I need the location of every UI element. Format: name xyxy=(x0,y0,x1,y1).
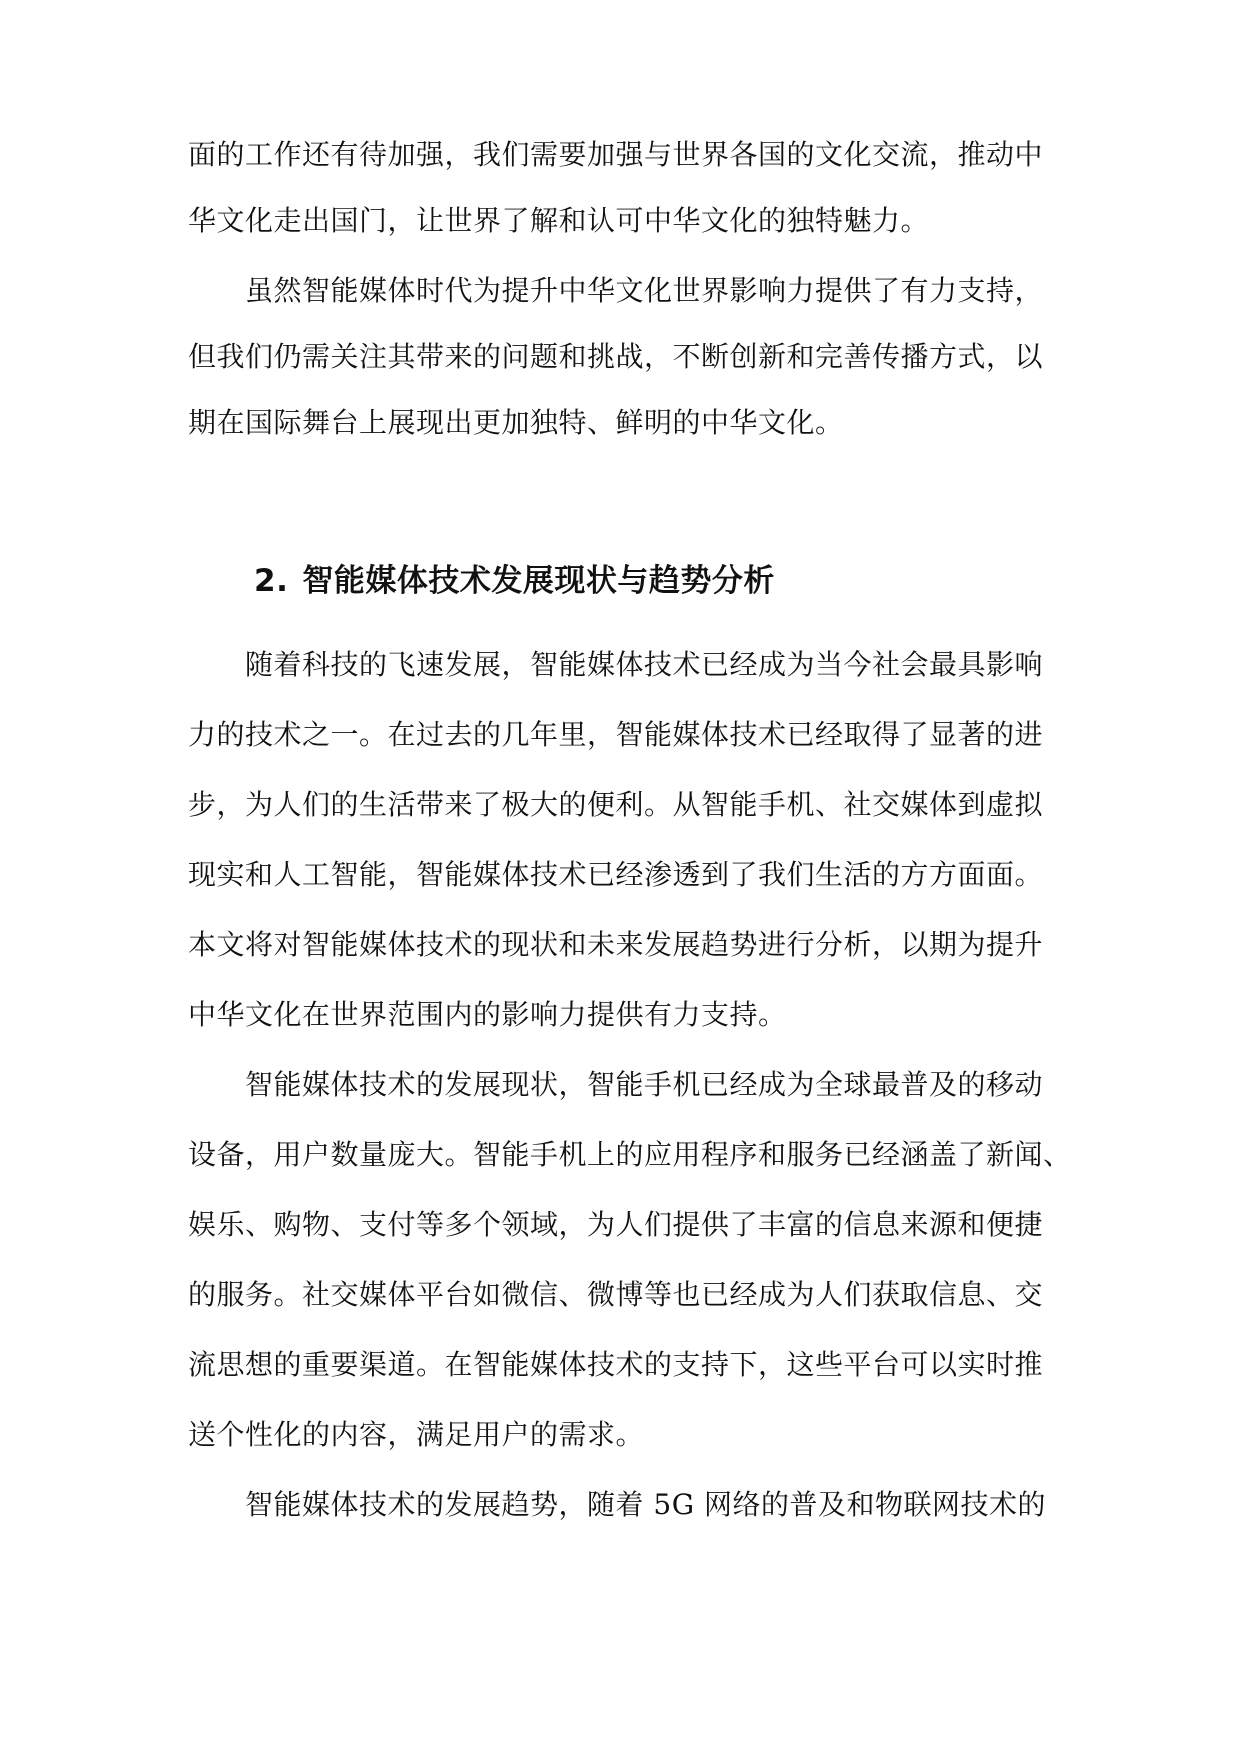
paragraph-line: 现实和人工智能，智能媒体技术已经渗透到了我们生活的方方面面。 xyxy=(188,858,1044,891)
section-title: 智能媒体技术发展现状与趋势分析 xyxy=(302,563,775,599)
paragraph-line: 虽然智能媒体时代为提升中华文化世界影响力提供了有力支持， xyxy=(188,274,1044,307)
paragraph-line: 中华文化在世界范围内的影响力提供有力支持。 xyxy=(188,998,787,1031)
paragraph-line: 期在国际舞台上展现出更加独特、鲜明的中华文化。 xyxy=(188,406,844,439)
paragraph-line: 但我们仍需关注其带来的问题和挑战，不断创新和完善传播方式，以 xyxy=(188,340,1044,373)
paragraph-line: 智能媒体技术的发展趋势，随着 5G 网络的普及和物联网技术的 xyxy=(188,1488,1046,1521)
paragraph-line: 娱乐、购物、支付等多个领域，为人们提供了丰富的信息来源和便捷 xyxy=(188,1208,1044,1241)
paragraph-line: 随着科技的飞速发展，智能媒体技术已经成为当今社会最具影响 xyxy=(188,648,1044,681)
paragraph-line: 智能媒体技术的发展现状，智能手机已经成为全球最普及的移动 xyxy=(188,1068,1044,1101)
paragraph-line: 流思想的重要渠道。在智能媒体技术的支持下，这些平台可以实时推 xyxy=(188,1348,1044,1381)
paragraph-line: 华文化走出国门，让世界了解和认可中华文化的独特魅力。 xyxy=(188,204,930,237)
paragraph-line: 的服务。社交媒体平台如微信、微博等也已经成为人们获取信息、交 xyxy=(188,1278,1044,1311)
paragraph-line: 力的技术之一。在过去的几年里，智能媒体技术已经取得了显著的进 xyxy=(188,718,1044,751)
section-heading xyxy=(254,561,775,601)
section-number: 2. xyxy=(254,563,289,599)
paragraph-line: 送个性化的内容，满足用户的需求。 xyxy=(188,1418,645,1451)
paragraph-line: 设备，用户数量庞大。智能手机上的应用程序和服务已经涵盖了新闻、 xyxy=(188,1138,1072,1171)
paragraph-line: 步，为人们的生活带来了极大的便利。从智能手机、社交媒体到虚拟 xyxy=(188,788,1044,821)
paragraph-line: 面的工作还有待加强，我们需要加强与世界各国的文化交流，推动中 xyxy=(188,138,1044,171)
paragraph-line: 本文将对智能媒体技术的现状和未来发展趋势进行分析，以期为提升 xyxy=(188,928,1044,961)
